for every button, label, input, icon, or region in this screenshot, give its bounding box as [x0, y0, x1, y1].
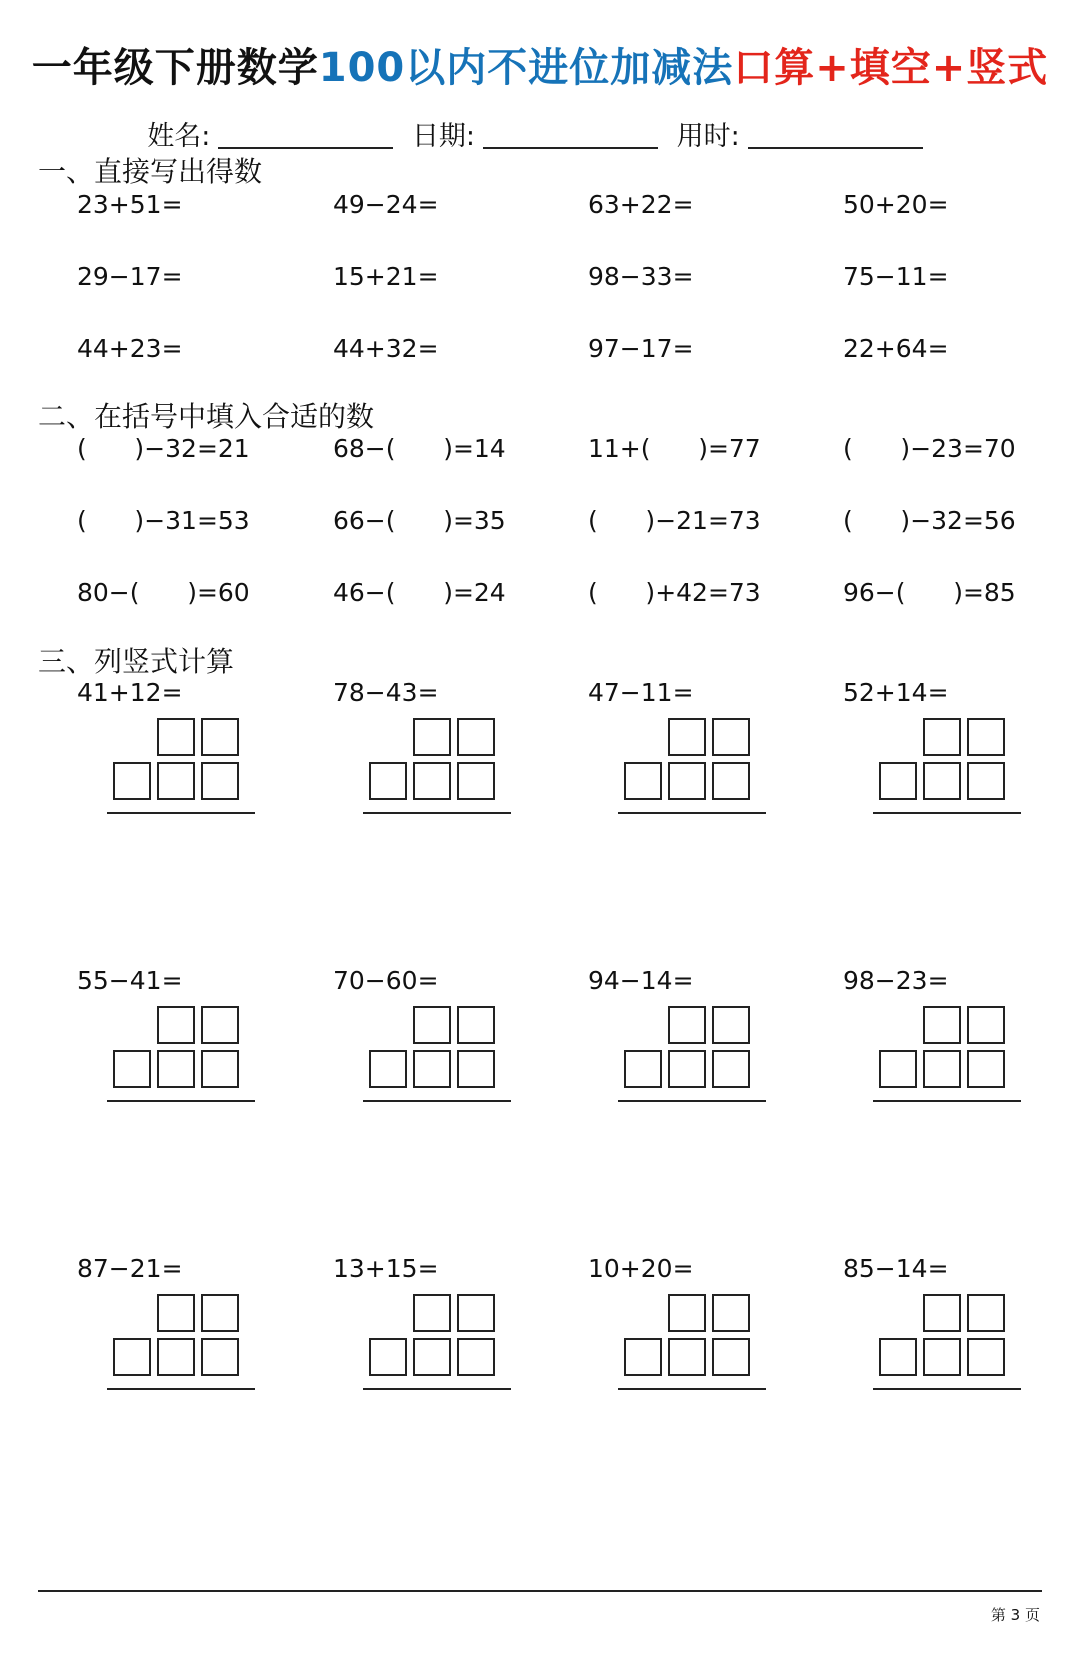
name-label: 姓名:: [147, 121, 211, 152]
problem: ( )−31=53: [77, 506, 250, 535]
section1-title: 一、直接写出得数: [38, 155, 263, 188]
digit-box[interactable]: [967, 1294, 1005, 1332]
problem: 50+20=: [843, 190, 949, 219]
digit-box[interactable]: [113, 1338, 151, 1376]
problem-expression: 94−14=: [588, 966, 694, 995]
problem: 29−17=: [77, 262, 183, 291]
problem: 98−33=: [588, 262, 694, 291]
problem-expression: 98−23=: [843, 966, 949, 995]
name-blank[interactable]: [218, 147, 393, 149]
digit-box[interactable]: [201, 1006, 239, 1044]
problem: 46−( )=24: [333, 578, 506, 607]
problem-expression: 52+14=: [843, 678, 949, 707]
digit-box[interactable]: [967, 1050, 1005, 1088]
digit-box[interactable]: [668, 1338, 706, 1376]
digit-box[interactable]: [413, 762, 451, 800]
problem: 80−( )=60: [77, 578, 250, 607]
problem: 23+51=: [77, 190, 183, 219]
answer-line: [873, 812, 1021, 814]
answer-line: [363, 812, 511, 814]
digit-box[interactable]: [457, 1294, 495, 1332]
digit-box[interactable]: [201, 762, 239, 800]
title-grade: 一年级下册数学: [31, 45, 319, 91]
digit-box[interactable]: [624, 762, 662, 800]
digit-box[interactable]: [457, 718, 495, 756]
digit-box[interactable]: [157, 1294, 195, 1332]
problem-expression: 70−60=: [333, 966, 439, 995]
digit-box[interactable]: [668, 1050, 706, 1088]
time-blank[interactable]: [748, 147, 923, 149]
problem: 44+23=: [77, 334, 183, 363]
digit-box[interactable]: [624, 1338, 662, 1376]
vertical-problem: [843, 678, 1073, 798]
digit-box[interactable]: [967, 762, 1005, 800]
digit-box[interactable]: [113, 1050, 151, 1088]
digit-box[interactable]: [201, 1294, 239, 1332]
digit-box[interactable]: [923, 1338, 961, 1376]
digit-box[interactable]: [923, 762, 961, 800]
vertical-problem: [333, 678, 563, 798]
digit-box[interactable]: [712, 1050, 750, 1088]
page-number: 第 3 页: [990, 1606, 1040, 1624]
digit-box[interactable]: [624, 1050, 662, 1088]
title-types: 口算+填空+竖式: [733, 45, 1049, 91]
digit-box[interactable]: [369, 1338, 407, 1376]
digit-box[interactable]: [668, 1006, 706, 1044]
problem: ( )−21=73: [588, 506, 761, 535]
title-topic: 100以内不进位加减法: [318, 45, 734, 91]
problem-expression: 10+20=: [588, 1254, 694, 1283]
digit-box[interactable]: [369, 1050, 407, 1088]
problem: ( )−23=70: [843, 434, 1016, 463]
digit-box[interactable]: [712, 762, 750, 800]
answer-line: [107, 1100, 255, 1102]
digit-box[interactable]: [712, 1338, 750, 1376]
vertical-problem: [843, 966, 1073, 1086]
answer-line: [363, 1388, 511, 1390]
digit-box[interactable]: [413, 1006, 451, 1044]
problem: 11+( )=77: [588, 434, 761, 463]
problem: 68−( )=14: [333, 434, 506, 463]
problem: 66−( )=35: [333, 506, 506, 535]
answer-line: [618, 812, 766, 814]
problem-expression: 55−41=: [77, 966, 183, 995]
problem-expression: 13+15=: [333, 1254, 439, 1283]
problem-expression: 41+12=: [77, 678, 183, 707]
answer-line: [873, 1100, 1021, 1102]
problem: 75−11=: [843, 262, 949, 291]
problem: 97−17=: [588, 334, 694, 363]
answer-line: [618, 1100, 766, 1102]
vertical-problem: [333, 1254, 563, 1374]
digit-box[interactable]: [967, 718, 1005, 756]
digit-box[interactable]: [157, 1050, 195, 1088]
vertical-problem: [77, 1254, 307, 1374]
digit-box[interactable]: [413, 718, 451, 756]
digit-box[interactable]: [157, 1338, 195, 1376]
problem: 63+22=: [588, 190, 694, 219]
digit-box[interactable]: [201, 1050, 239, 1088]
digit-box[interactable]: [668, 762, 706, 800]
problem: ( )−32=21: [77, 434, 250, 463]
digit-box[interactable]: [712, 718, 750, 756]
time-label: 用时:: [676, 121, 740, 152]
vertical-problem: [77, 678, 307, 798]
answer-line: [107, 1388, 255, 1390]
digit-box[interactable]: [923, 1294, 961, 1332]
problem: 15+21=: [333, 262, 439, 291]
vertical-problem: [588, 1254, 818, 1374]
date-label: 日期:: [411, 121, 476, 152]
info-row: [0, 114, 1080, 153]
digit-box[interactable]: [712, 1006, 750, 1044]
vertical-problem: [333, 966, 563, 1086]
section3-title: 三、列竖式计算: [38, 645, 235, 678]
digit-box[interactable]: [201, 718, 239, 756]
digit-box[interactable]: [413, 1294, 451, 1332]
problem-expression: 47−11=: [588, 678, 694, 707]
digit-box[interactable]: [413, 1338, 451, 1376]
problem: 96−( )=85: [843, 578, 1016, 607]
answer-line: [618, 1388, 766, 1390]
digit-box[interactable]: [879, 1050, 917, 1088]
footer-rule: [38, 1590, 1042, 1592]
digit-box[interactable]: [113, 762, 151, 800]
answer-line: [873, 1388, 1021, 1390]
problem: ( )−32=56: [843, 506, 1016, 535]
problem: 44+32=: [333, 334, 439, 363]
problem-expression: 78−43=: [333, 678, 439, 707]
digit-box[interactable]: [879, 1338, 917, 1376]
date-blank[interactable]: [483, 147, 658, 149]
worksheet-title: [0, 36, 1080, 93]
vertical-problem: [588, 678, 818, 798]
digit-box[interactable]: [157, 1006, 195, 1044]
digit-box[interactable]: [369, 762, 407, 800]
digit-box[interactable]: [923, 1050, 961, 1088]
digit-box[interactable]: [923, 718, 961, 756]
digit-box[interactable]: [967, 1006, 1005, 1044]
digit-box[interactable]: [157, 718, 195, 756]
problem: 49−24=: [333, 190, 439, 219]
digit-box[interactable]: [923, 1006, 961, 1044]
answer-line: [107, 812, 255, 814]
digit-box[interactable]: [457, 1338, 495, 1376]
digit-box[interactable]: [668, 718, 706, 756]
problem-expression: 87−21=: [77, 1254, 183, 1283]
digit-box[interactable]: [668, 1294, 706, 1332]
digit-box[interactable]: [457, 1006, 495, 1044]
vertical-problem: [843, 1254, 1073, 1374]
digit-box[interactable]: [712, 1294, 750, 1332]
problem-expression: 85−14=: [843, 1254, 949, 1283]
section2-title: 二、在括号中填入合适的数: [38, 400, 375, 433]
digit-box[interactable]: [879, 762, 917, 800]
digit-box[interactable]: [201, 1338, 239, 1376]
digit-box[interactable]: [457, 762, 495, 800]
answer-line: [363, 1100, 511, 1102]
problem: ( )+42=73: [588, 578, 761, 607]
problem: 22+64=: [843, 334, 949, 363]
digit-box[interactable]: [157, 762, 195, 800]
digit-box[interactable]: [457, 1050, 495, 1088]
digit-box[interactable]: [967, 1338, 1005, 1376]
digit-box[interactable]: [413, 1050, 451, 1088]
vertical-problem: [588, 966, 818, 1086]
vertical-problem: [77, 966, 307, 1086]
